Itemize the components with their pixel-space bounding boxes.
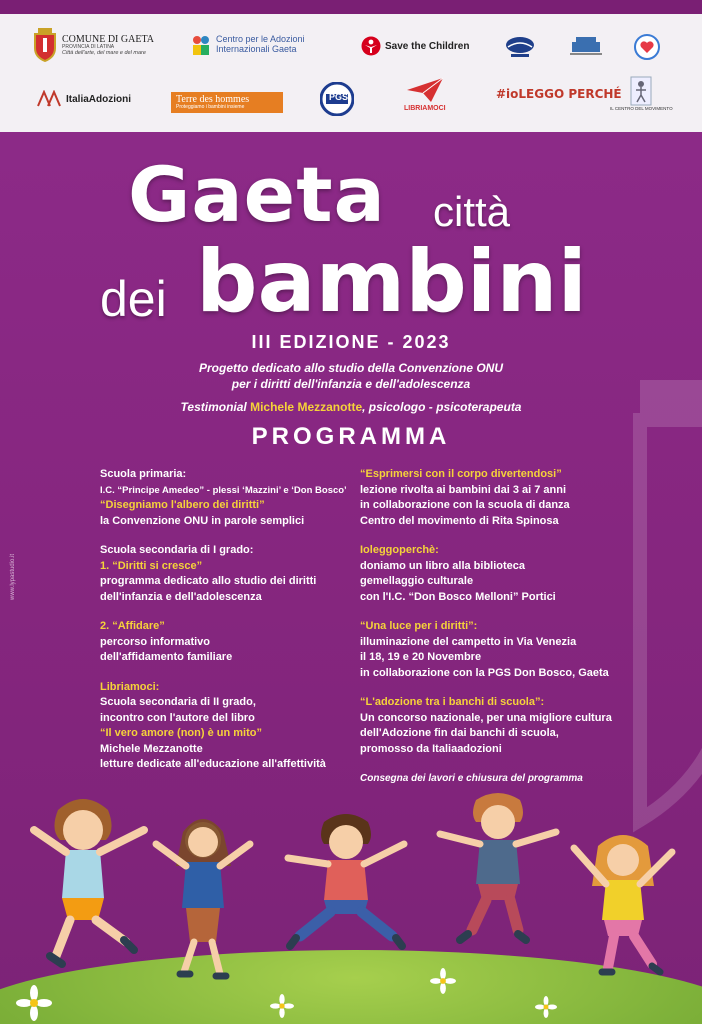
title-bambini: bambini (196, 232, 587, 332)
heart-badge-icon (634, 34, 660, 60)
program-item-adozione-scuola: “L'adozione tra i banchi di scuola”: Un concorso nazionale, per una migliore cultura dell'Adozione fin dai banchi di scuola, promosso da Italiaadozioni (360, 696, 612, 755)
program-item-ioleggoperche: Ioleggoperchè: doniamo un libro alla biblioteca gemellaggio culturale con l'I.C. “Don Bosco Melloni” Portici (360, 544, 556, 603)
daisy-flower-icon (270, 994, 294, 1018)
libriamoci-logo: LIBRIAMOCI (404, 76, 446, 113)
io-leggo-perche-logo: #ioLEGGO PERCHÉ (496, 87, 622, 101)
jumping-child-illustration (432, 790, 562, 955)
sponsor-logo-bar (0, 14, 702, 132)
jumping-child-illustration (28, 790, 158, 970)
side-credit: www.lypastudio.it (10, 553, 16, 600)
title-dei: dei (100, 271, 167, 327)
save-children-icon (361, 36, 381, 56)
daisy-flower-icon (430, 968, 456, 994)
school-logo-1 (505, 34, 535, 60)
program-left-column (100, 467, 350, 787)
closing-note: Consegna dei lavori e chiusura del programma (360, 773, 583, 784)
family-icon (190, 34, 212, 56)
paper-plane-icon (405, 76, 445, 104)
program-item-luce-diritti: “Una luce per i diritti”: illuminazione del campetto in Via Venezia il 18, 19 e 20 Novembre in collaborazione con la PGS Don Bosco, Gaeta (360, 620, 609, 679)
comune-gaeta-logo: COMUNE DI GAETA PROVINCIA DI LATINA Città dell'arte, del mare e del mare (32, 28, 154, 62)
top-border (0, 0, 702, 14)
title-gaeta: Gaeta (128, 150, 386, 239)
testimonial-line: Testimonial Michele Mezzanotte, psicologo - psicoterapeuta (180, 400, 522, 414)
title-citta: città (433, 188, 511, 235)
edition-label: III EDIZIONE - 2023 (251, 332, 451, 352)
centro-adozioni-logo: Centro per le Adozioni Internazionali Gaeta (190, 34, 305, 56)
save-the-children-logo: Save the Children (361, 36, 469, 56)
project-description: Progetto dedicato allo studio della Convenzione ONU per i diritti dell'infanzia e dell'adolescenza (198, 361, 504, 391)
school-building-icon (568, 34, 604, 58)
jumping-child-illustration (278, 808, 418, 958)
jumping-child-illustration (568, 826, 678, 986)
round-logo (634, 34, 660, 60)
italia-adozioni-logo: ItaliaAdozioni (36, 90, 131, 108)
school-badge-icon (505, 34, 535, 60)
program-item-libriamoci: Libriamoci: Scuola secondaria di II grado, incontro con l'autore del libro “Il vero amore (non) è un mito” Michele Mezzanotte letture dedicate all'educazione all'affettività (100, 680, 326, 770)
people-icon (36, 90, 62, 108)
program-item-secondaria-1: Scuola secondaria di I grado: 1. “Diritti si cresce” programma dedicato allo studio dei diritti dell'infanzia e dell'adolescenza (100, 544, 317, 603)
coat-of-arms-icon (32, 28, 58, 62)
centro-movimento-logo: IL CENTRO DEL MOVIMENTO (610, 76, 673, 112)
pgs-logo: PGS (320, 82, 354, 116)
program-item-affidare: 2. “Affidare” percorso informativo dell'affidamento familiare (100, 620, 233, 663)
terre-des-hommes-logo: Terre des hommes Proteggiamo i bambini insieme (171, 92, 283, 113)
dancer-icon (630, 76, 652, 106)
program-item-primaria: Scuola primaria: I.C. “Principe Amedeo” - plessi ‘Mazzini’ e ‘Don Bosco’ “Disegniamo l'albero dei diritti” la Convenzione ONU in parole semplici (100, 468, 347, 527)
daisy-flower-icon (16, 985, 52, 1021)
jumping-child-illustration (148, 810, 258, 985)
programma-heading: PROGRAMMA (251, 423, 451, 450)
school-logo-2 (568, 34, 604, 58)
daisy-flower-icon (535, 996, 557, 1018)
program-right-column (360, 467, 660, 787)
program-item-movimento: “Esprimersi con il corpo divertendosi” lezione rivolta ai bambini dai 3 ai 7 anni in collaborazione con la scuola di danza Centro del movimento di Rita Spinosa (360, 468, 570, 527)
